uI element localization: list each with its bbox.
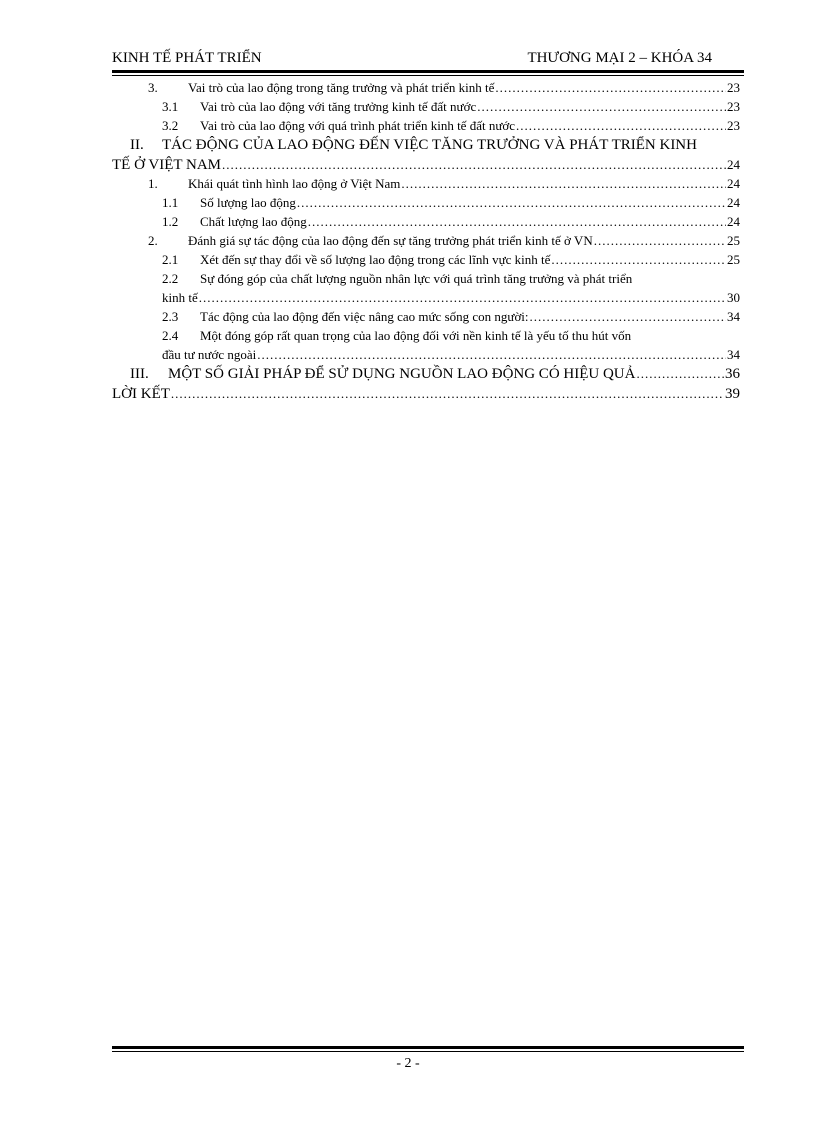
toc-entry[interactable] <box>112 78 740 97</box>
toc-page: 34 <box>727 309 740 324</box>
leader-dots <box>222 155 726 174</box>
table-of-contents <box>112 78 740 404</box>
leader-dots <box>308 212 726 231</box>
toc-entry[interactable] <box>112 326 740 345</box>
toc-title: Vai trò của lao động với tăng trưởng kinh tế đất nước <box>200 99 477 114</box>
leader-dots <box>477 97 726 116</box>
toc-number: 3.1 <box>162 99 179 114</box>
toc-number: 2.4 <box>162 328 179 343</box>
toc-page: 24 <box>727 157 740 172</box>
toc-title-line2: đầu tư nước ngoài <box>162 347 257 362</box>
toc-title-line1: TÁC ĐỘNG CỦA LAO ĐỘNG ĐẾN VIỆC TĂNG TRƯỞNG VÀ PHÁT TRIỂN KINH <box>162 137 697 153</box>
toc-title: Tác động của lao động đến việc nâng cao mức sống con người: <box>200 309 529 324</box>
toc-number: 1.2 <box>162 214 179 229</box>
toc-page: 36 <box>725 366 740 382</box>
toc-page: 25 <box>727 252 740 267</box>
toc-title-line1: Một đóng góp rất quan trọng của lao động đối với nền kinh tế là yếu tố thu hút vốn <box>200 328 632 343</box>
toc-number: 2.2 <box>162 271 179 286</box>
toc-entry[interactable] <box>112 269 740 288</box>
toc-entry[interactable] <box>112 212 740 231</box>
toc-number: 2.1 <box>162 252 179 267</box>
toc-entry[interactable] <box>112 193 740 212</box>
toc-entry[interactable] <box>112 231 740 250</box>
toc-entry-continued <box>112 155 740 174</box>
leader-dots <box>297 193 726 212</box>
toc-number: 3. <box>148 80 158 95</box>
toc-page: 23 <box>727 118 740 133</box>
toc-number: 2.3 <box>162 309 179 324</box>
header-rule <box>112 70 744 73</box>
toc-page: 23 <box>727 99 740 114</box>
toc-entry[interactable] <box>112 135 740 155</box>
toc-entry[interactable] <box>112 364 740 384</box>
toc-title: Vai trò của lao động trong tăng trưởng và phát triển kinh tế <box>188 80 495 95</box>
toc-page: 39 <box>725 386 740 402</box>
footer-rule <box>112 1046 744 1049</box>
leader-dots <box>257 345 726 364</box>
leader-dots <box>199 288 726 307</box>
toc-entry[interactable] <box>112 174 740 193</box>
toc-title-line1: Sự đóng góp của chất lượng nguồn nhân lực với quá trình tăng trưởng và phát triển <box>200 271 633 286</box>
leader-dots <box>401 174 726 193</box>
toc-page: 24 <box>727 195 740 210</box>
toc-title: LỜI KẾT <box>112 386 170 402</box>
toc-title: Số lượng lao động <box>200 195 296 210</box>
toc-number: III. <box>130 366 149 382</box>
toc-page: 30 <box>727 290 740 305</box>
toc-number: 1. <box>148 176 158 191</box>
toc-title: Xét đến sự thay đổi về số lượng lao động trong các lĩnh vực kinh tế <box>200 252 551 267</box>
leader-dots <box>530 307 726 326</box>
toc-entry[interactable] <box>112 384 740 404</box>
toc-number: 1.1 <box>162 195 179 210</box>
toc-entry[interactable] <box>112 116 740 135</box>
toc-page: 34 <box>727 347 740 362</box>
header-left: KINH TẾ PHÁT TRIỂN <box>112 50 262 66</box>
leader-dots <box>594 231 726 250</box>
page-header <box>112 50 744 72</box>
footer-rule-thin <box>112 1051 744 1052</box>
toc-title: Khái quát tình hình lao động ở Việt Nam <box>188 176 401 191</box>
leader-dots <box>495 78 726 97</box>
page-number: - 2 - <box>396 1056 420 1071</box>
toc-number: 3.2 <box>162 118 179 133</box>
toc-entry[interactable] <box>112 250 740 269</box>
toc-entry-continued <box>112 288 740 307</box>
toc-entry[interactable] <box>112 97 740 116</box>
toc-page: 24 <box>727 176 740 191</box>
leader-dots <box>636 364 724 384</box>
toc-title: Vai trò của lao động với quá trình phát triển kinh tế đất nước <box>200 118 516 133</box>
toc-title: Chất lượng lao động <box>200 214 307 229</box>
toc-title-line2: kinh tế <box>162 290 198 305</box>
toc-title: MỘT SỐ GIẢI PHÁP ĐỂ SỬ DỤNG NGUỒN LAO ĐỘNG CÓ HIỆU QUẢ <box>168 366 636 382</box>
header-right: THƯƠNG MẠI 2 – KHÓA 34 <box>527 50 712 66</box>
toc-entry-continued <box>112 345 740 364</box>
toc-title: Đánh giá sự tác động của lao động đến sự tăng trưởng phát triển kinh tế ở VN <box>188 233 593 248</box>
leader-dots <box>551 250 726 269</box>
toc-page: 23 <box>727 80 740 95</box>
toc-entry[interactable] <box>112 307 740 326</box>
leader-dots <box>516 116 726 135</box>
header-rule-thin <box>112 75 744 76</box>
toc-page: 24 <box>727 214 740 229</box>
leader-dots <box>171 384 724 404</box>
toc-page: 25 <box>727 233 740 248</box>
toc-number: 2. <box>148 233 158 248</box>
toc-number: II. <box>130 137 144 153</box>
toc-title-line2: TẾ Ở VIỆT NAM <box>112 157 222 173</box>
